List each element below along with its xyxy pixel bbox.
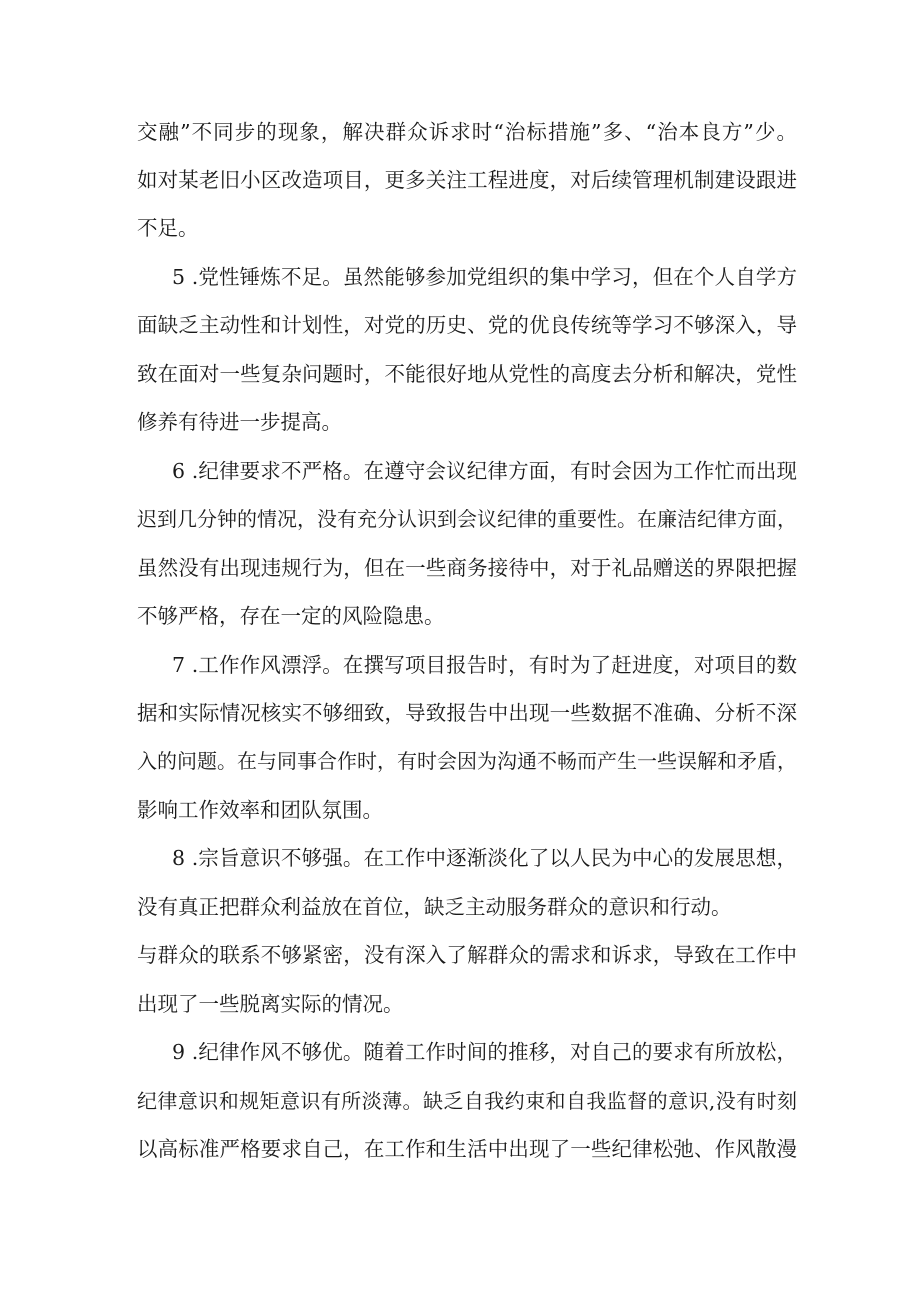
text-line-21: 纪律意识和规矩意识有所淡薄。缺乏自我约束和自我监督的意识,没有时刻 [137, 1089, 797, 1113]
text-line-3: 不足。 [137, 216, 199, 240]
text-line-19: 出现了一些脱离实际的情况。 [137, 992, 404, 1016]
text-line-22: 以高标准严格要求自己，在工作和生活中出现了一些纪律松弛、作风散漫 [137, 1137, 797, 1161]
text-line-5: 面缺乏主动性和计划性，对党的历史、党的优良传统等学习不够深入，导 [137, 313, 797, 337]
text-line-1: 交融”不同步的现象，解决群众诉求时“治标措施”多、“治本良方”少。 [137, 120, 797, 144]
text-line-14: 入的问题。在与同事合作时，有时会因为沟通不畅而产生一些误解和矛盾， [137, 749, 797, 773]
text-line-10: 虽然没有出现违规行为，但在一些商务接待中，对于礼品赠送的界限把握 [137, 556, 797, 580]
text-line-13: 据和实际情况核实不够细致，导致报告中出现一些数据不准确、分析不深 [137, 701, 797, 725]
text-line-12: 7 .工作作风漂浮。在撰写项目报告时，有时为了赶进度，对项目的数 [172, 653, 797, 677]
text-line-6: 致在面对一些复杂问题时，不能很好地从党性的高度去分析和解决，党性 [137, 362, 797, 386]
text-line-2: 如对某老旧小区改造项目，更多关注工程进度，对后续管理机制建设跟进 [137, 168, 797, 192]
text-line-15: 影响工作效率和团队氛围。 [137, 798, 383, 822]
text-line-20: 9 .纪律作风不够优。随着工作时间的推移，对自己的要求有所放松， [172, 1040, 797, 1064]
text-line-8: 6 .纪律要求不严格。在遵守会议纪律方面，有时会因为工作忙而出现 [172, 459, 797, 483]
text-line-18: 与群众的联系不够紧密，没有深入了解群众的需求和诉求，导致在工作中 [137, 943, 797, 967]
text-line-16: 8 .宗旨意识不够强。在工作中逐渐淡化了以人民为中心的发展思想， [172, 846, 797, 870]
text-line-11: 不够严格，存在一定的风险隐患。 [137, 604, 445, 628]
text-line-17: 没有真正把群众利益放在首位，缺乏主动服务群众的意识和行动。 [137, 895, 732, 919]
text-line-9: 迟到几分钟的情况，没有充分认识到会议纪律的重要性。在廉洁纪律方面， [137, 507, 797, 531]
text-line-7: 修养有待进一步提高。 [137, 410, 342, 434]
text-line-4: 5 .党性锤炼不足。虽然能够参加党组织的集中学习，但在个人自学方 [172, 265, 797, 289]
